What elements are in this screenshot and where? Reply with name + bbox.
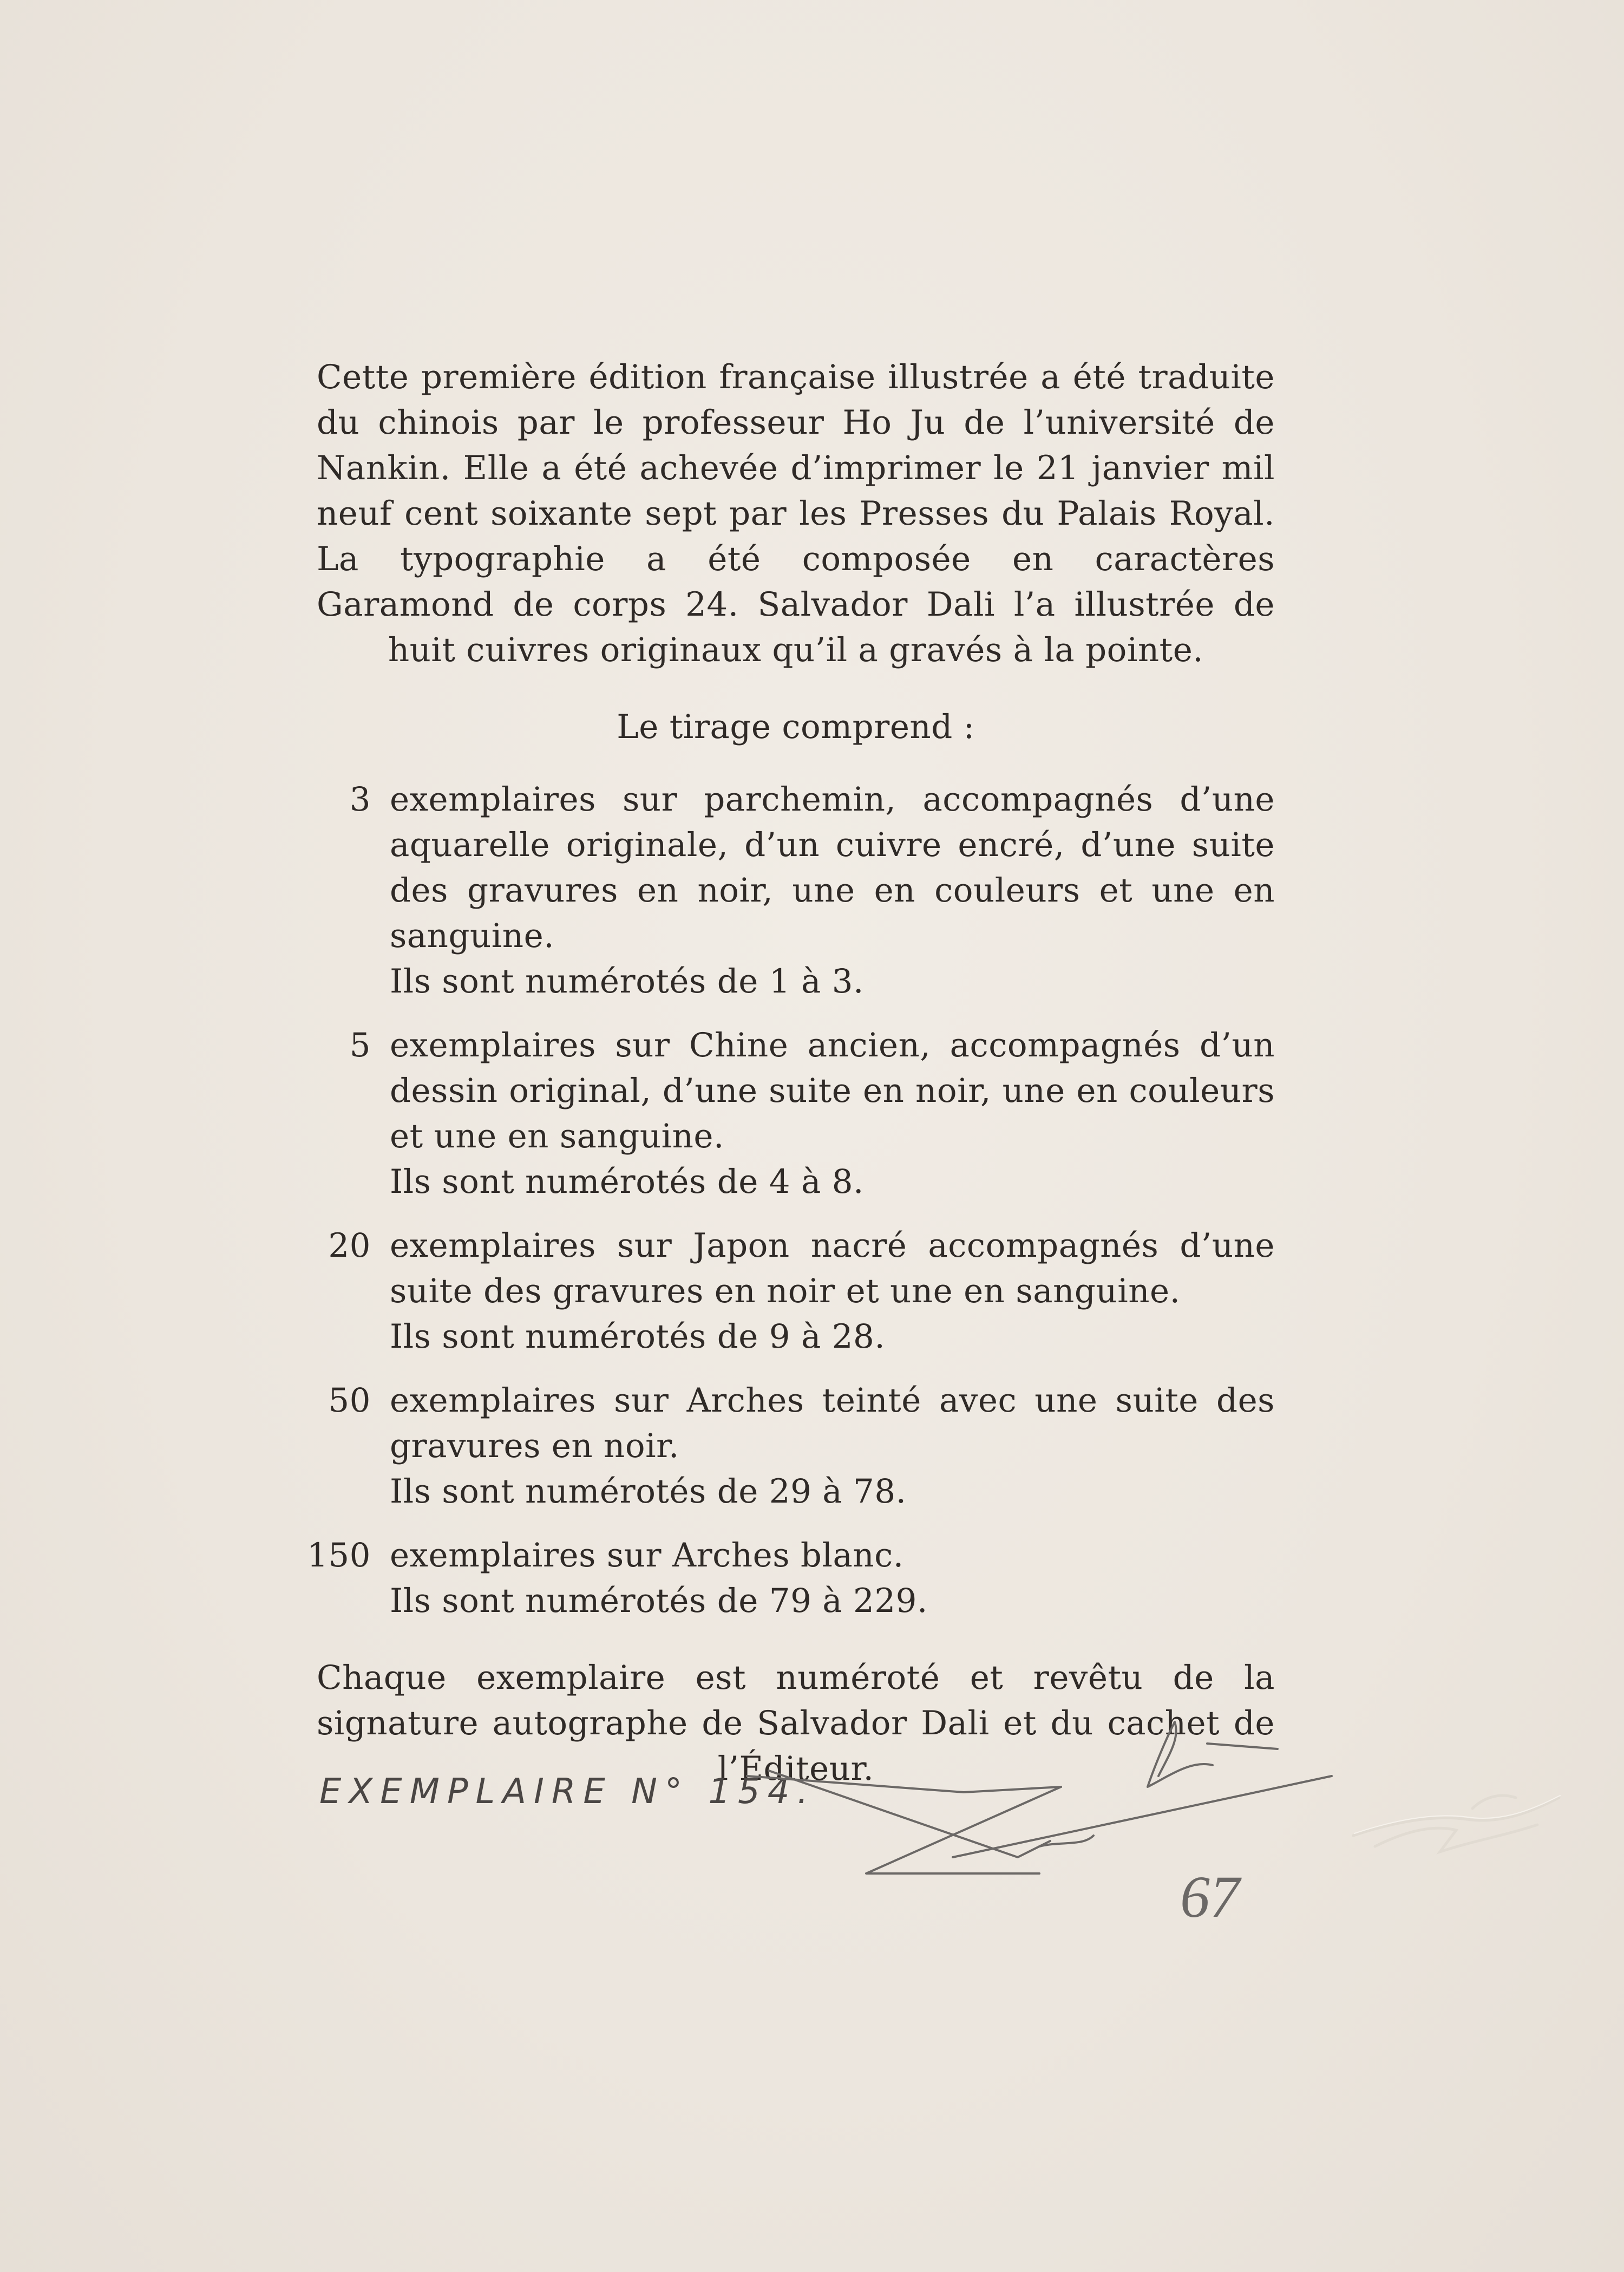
entry-numbering: Ils sont numérotés de 9 à 28.: [390, 1317, 886, 1356]
entry-numbering: Ils sont numérotés de 29 à 78.: [390, 1472, 907, 1511]
entry-count: 20: [328, 1226, 371, 1265]
handwritten-copy-number: EXEMPLAIRE N° 154.: [319, 1772, 816, 1812]
tirage-heading: Le tirage comprend :: [617, 708, 975, 746]
dali-signature: [736, 1711, 1364, 1938]
entry-numbering: Ils sont numérotés de 79 à 229.: [390, 1582, 928, 1620]
entry-count: 5: [349, 1026, 371, 1065]
entry-description: exemplaires sur Arches teinté avec une suite des gravures en noir.: [390, 1381, 1275, 1465]
entry-description: exemplaires sur parchemin, accompagnés d’une aquarelle originale, d’un cuivre encré, d’une suite des gravures en noir, une en couleurs et une en sanguine.: [390, 780, 1275, 955]
intro-paragraph: Cette première édition française illustrée a été traduite du chinois par le professeur Ho Ju de l’université de Nankin. Elle a été achevée d’imprimer le 21 janvier mil neuf cent soixante sept par les Presses du Palais Royal. La typographie a été composée en caractères Garamond de corps 24. Salvador Dali l’a illustrée de huit cuivres originaux qu’il a gravés à la pointe.: [317, 358, 1275, 669]
edition-entry: [317, 1378, 1275, 1514]
entry-numbering: Ils sont numérotés de 1 à 3.: [390, 962, 864, 1001]
entry-description: exemplaires sur Arches blanc.: [390, 1536, 904, 1575]
entry-numbering: Ils sont numérotés de 4 à 8.: [390, 1163, 864, 1201]
publisher-emboss-stamp: [1343, 1776, 1570, 1873]
entry-count: 150: [307, 1536, 371, 1575]
edition-entry: [307, 1533, 1275, 1624]
edition-entry: [317, 1023, 1275, 1205]
closing-paragraph: Chaque exemplaire est numéroté et revêtu de la signature autographe de Salvador Dali et du cachet de l’Éditeur.: [317, 1659, 1275, 1788]
edition-entry: [317, 1223, 1275, 1360]
entry-count: 3: [349, 780, 371, 819]
edition-entry: [317, 777, 1275, 1004]
entry-description: exemplaires sur Japon nacré accompagnés d’une suite des gravures en noir et une en sanguine.: [390, 1226, 1275, 1310]
entry-count: 50: [328, 1381, 371, 1420]
entry-description: exemplaires sur Chine ancien, accompagnés d’un dessin original, d’une suite en noir, une en couleurs et une en sanguine.: [390, 1026, 1275, 1155]
colophon-text: [307, 355, 1275, 1792]
signature-date: 67: [1180, 1864, 1240, 1930]
